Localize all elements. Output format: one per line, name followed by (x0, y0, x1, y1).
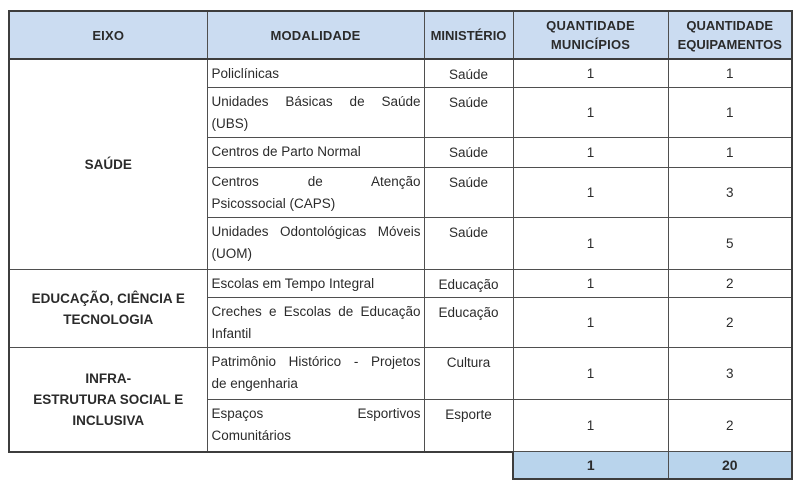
modalidade-text: Centros de Atenção (211, 174, 421, 189)
eixo-label: TECNOLOGIA (63, 311, 154, 327)
total-row (9, 452, 792, 479)
total-row-spacer (9, 452, 513, 479)
municipios-cell: 1 (513, 218, 668, 270)
col-header-ministerio: MINISTÉRIO (424, 11, 513, 59)
ministerio-cell: Saúde (424, 59, 513, 88)
modalidade-cell (207, 400, 424, 452)
ministerio-cell: Saúde (424, 218, 513, 270)
col-header-quantidade-municipios: QUANTIDADE MUNICÍPIOS (513, 11, 668, 59)
eixo-label: EDUCAÇÃO, CIÊNCIA E (31, 290, 185, 306)
modalidade-text: Espaços Esportivos (211, 406, 421, 421)
modalidade-text: Creches e Escolas de Educação (211, 304, 421, 319)
table-header (9, 11, 792, 59)
col-header-eixo: EIXO (9, 11, 207, 59)
modalidade-text: Patrimônio Histórico - Projetos (211, 354, 421, 369)
modalidade-text: de engenharia (211, 376, 298, 391)
municipios-cell: 1 (513, 270, 668, 298)
total-equipamentos: 20 (668, 452, 792, 479)
modalidade-text: Policlínicas (211, 66, 280, 81)
total-municipios: 1 (513, 452, 668, 479)
modalidade-cell (207, 59, 424, 88)
municipios-cell: 1 (513, 59, 668, 88)
municipios-cell: 1 (513, 88, 668, 138)
modalidade-text: Centros de Parto Normal (211, 144, 361, 159)
modalidade-text: Unidades Básicas de Saúde (211, 94, 421, 109)
modalidade-text: Infantil (211, 326, 252, 341)
modalidade-cell (207, 270, 424, 298)
modalidade-cell (207, 218, 424, 270)
eixo-label: INFRA- (85, 370, 132, 386)
eixo-label: INCLUSIVA (72, 412, 145, 428)
equipamentos-cell: 1 (668, 59, 792, 88)
modalidade-text: Psicossocial (CAPS) (211, 196, 336, 211)
eixo-group-saude (9, 59, 207, 270)
modalidade-cell (207, 168, 424, 218)
modalidade-text: (UBS) (211, 116, 249, 131)
eixo-group-educacao (9, 270, 207, 348)
ministerio-cell: Saúde (424, 138, 513, 168)
modalidade-cell (207, 298, 424, 348)
equipamentos-cell: 2 (668, 298, 792, 348)
summary-table (8, 10, 793, 480)
eixo-label: ESTRUTURA SOCIAL E (33, 391, 184, 407)
equipamentos-cell: 3 (668, 348, 792, 400)
modalidade-text: (UOM) (211, 246, 252, 261)
municipios-cell: 1 (513, 348, 668, 400)
municipios-cell: 1 (513, 298, 668, 348)
ministerio-cell: Saúde (424, 88, 513, 138)
equipamentos-cell: 3 (668, 168, 792, 218)
col-header-modalidade: MODALIDADE (207, 11, 424, 59)
modalidade-text: Comunitários (211, 428, 292, 443)
modalidade-text: Escolas em Tempo Integral (211, 276, 375, 291)
ministerio-cell: Cultura (424, 348, 513, 400)
equipamentos-cell: 1 (668, 88, 792, 138)
ministerio-cell: Educação (424, 270, 513, 298)
municipios-cell: 1 (513, 400, 668, 452)
ministerio-cell: Esporte (424, 400, 513, 452)
table-row (9, 270, 792, 298)
ministerio-cell: Saúde (424, 168, 513, 218)
table-row (9, 348, 792, 400)
modalidade-text: Unidades Odontológicas Móveis (211, 224, 421, 239)
modalidade-cell (207, 138, 424, 168)
modalidade-cell (207, 348, 424, 400)
eixo-label: SAÚDE (84, 157, 132, 172)
municipios-cell: 1 (513, 138, 668, 168)
table-row (9, 59, 792, 88)
equipamentos-cell: 2 (668, 270, 792, 298)
header-row (9, 11, 792, 59)
equipamentos-cell: 2 (668, 400, 792, 452)
equipamentos-cell: 1 (668, 138, 792, 168)
ministerio-cell: Educação (424, 298, 513, 348)
municipios-cell: 1 (513, 168, 668, 218)
modalidade-cell (207, 88, 424, 138)
eixo-group-infraestrutura (9, 348, 207, 452)
col-header-quantidade-equipamentos: QUANTIDADE EQUIPAMENTOS (668, 11, 792, 59)
equipamentos-cell: 5 (668, 218, 792, 270)
